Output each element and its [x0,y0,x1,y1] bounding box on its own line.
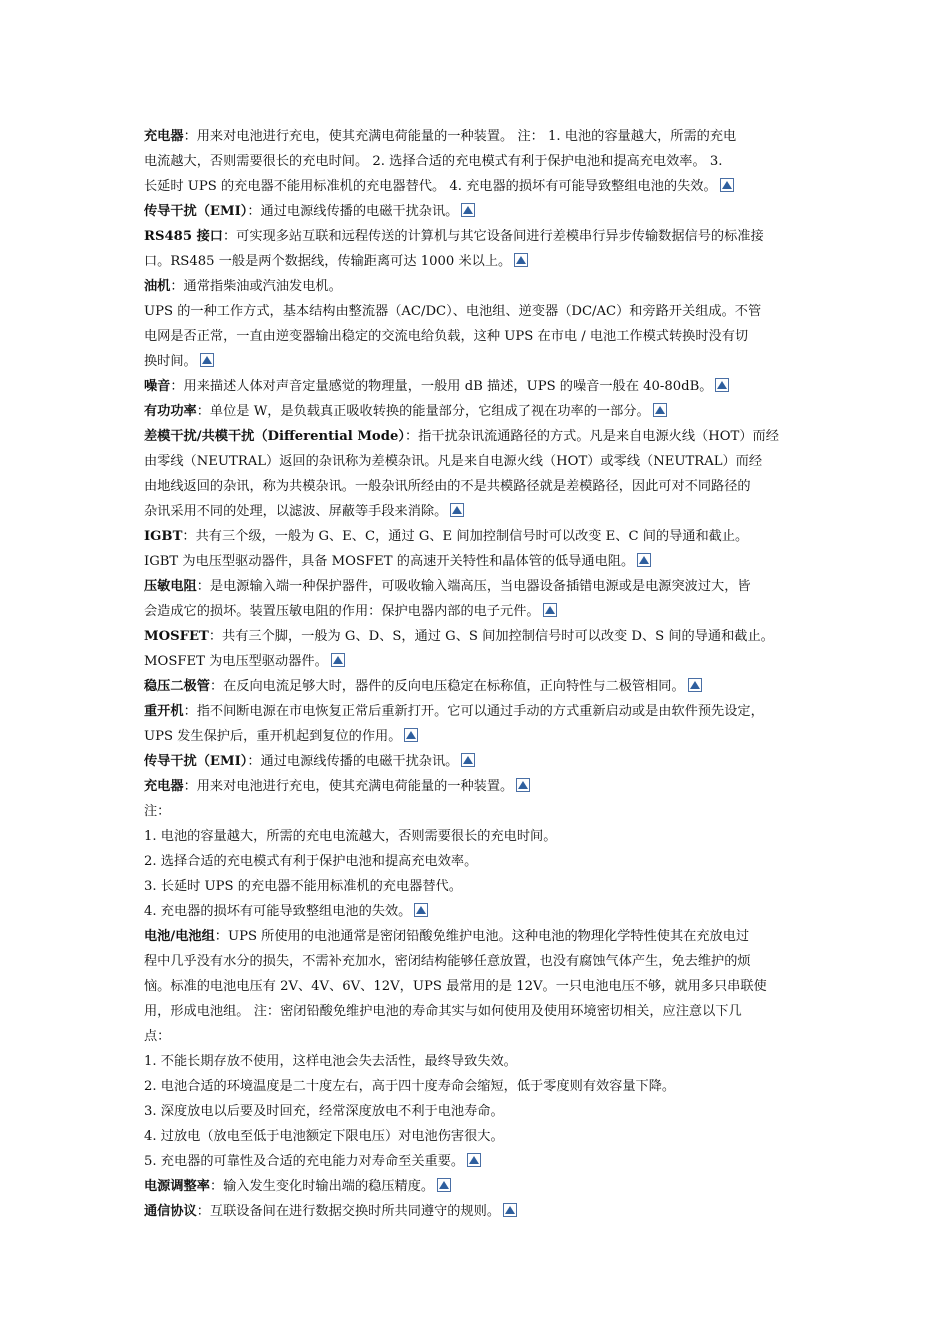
glossary-term: 压敏电阻 [144,579,197,594]
entry-line [144,874,816,899]
back-to-top-icon[interactable] [720,178,734,192]
entry-line [144,1074,816,1099]
glossary-entry [144,624,816,674]
entry-line [144,124,816,149]
back-to-top-icon[interactable] [715,378,729,392]
definition-text: 4. 充电器的损坏有可能导致整组电池的失效。 [144,904,412,919]
entry-line [144,549,816,574]
definition-text: 程中几乎没有水分的损失，不需补充加水，密闭结构能够任意放置，也没有腐蚀气体产生，免去维护的烦 [144,954,751,969]
definition-text: MOSFET 为电压型驱动器件。 [144,654,328,669]
definition-text: 由地线返回的杂讯，称为共模杂讯。一般杂讯所经由的不是共模路径就是差模路径，因此可对不同路径的 [144,479,751,494]
definition-text: 1. 不能长期存放不使用，这样电池会失去活性，最终导致失效。 [144,1054,517,1069]
definition-text: 3. 深度放电以后要及时回充，经常深度放电不利于电池寿命。 [144,1104,504,1119]
definition-text: 注： [144,804,171,819]
back-to-top-icon[interactable] [503,1203,517,1217]
back-to-top-icon[interactable] [543,603,557,617]
glossary-entry [144,299,816,374]
entry-line [144,1124,816,1149]
entry-line [144,174,816,199]
entry-line [144,824,816,849]
entry-line [144,299,816,324]
entry-line [144,449,816,474]
back-to-top-icon[interactable] [637,553,651,567]
glossary-term: MOSFET [144,629,209,644]
definition-text: UPS 的一种工作方式，基本结构由整流器（AC/DC）、电池组、逆变器（DC/AC）和旁路开关组成。不管 [144,304,762,319]
definition-text: ：用来对电池进行充电，使其充满电荷能量的一种装置。 注： 1. 电池的容量越大，所需的充电 [183,129,737,144]
definition-text: 5. 充电器的可靠性及合适的充电能力对寿命至关重要。 [144,1154,465,1169]
back-to-top-icon[interactable] [414,903,428,917]
entry-line [144,649,816,674]
definition-text: 2. 电池合适的环境温度是二十度左右，高于四十度寿命会缩短，低于零度则有效容量下降。 [144,1079,676,1094]
glossary-entry [144,574,816,624]
definition-text: 长延时 UPS 的充电器不能用标准机的充电器替代。 4. 充电器的损坏有可能导致整组电池的失效。 [144,179,717,194]
definition-text: ：是电源输入端一种保护器件，可吸收输入端高压，当电器设备插错电源或是电源突波过大，皆 [196,579,751,594]
glossary-term: 重开机 [144,704,184,719]
glossary-term: 油机 [144,279,171,294]
glossary-entry [144,1174,816,1199]
definition-text: UPS 发生保护后，重开机起到复位的作用。 [144,729,402,744]
definition-text: ：可实现多站互联和远程传送的计算机与其它设备间进行差模串行异步传输数据信号的标准接 [222,229,764,244]
entry-line [144,999,816,1024]
definition-text: ：互联设备间在进行数据交换时所共同遵守的规则。 [196,1204,501,1219]
glossary-term: 传导干扰（EMI） [144,754,248,769]
definition-text: ：指不间断电源在市电恢复正常后重新打开。它可以通过手动的方式重新启动或是由软件预先设定， [183,704,764,719]
glossary-term: 噪音 [144,379,171,394]
definition-text: 口。RS485 一般是两个数据线，传输距离可达 1000 米以上。 [144,254,512,269]
definition-text: ：指干扰杂讯流通路径的方式。凡是来自电源火线（HOT）而经 [404,429,779,444]
entry-line [144,1049,816,1074]
entry-line [144,924,816,949]
entry-line [144,149,816,174]
glossary-entry [144,374,816,399]
entry-line [144,799,816,824]
back-to-top-icon[interactable] [461,203,475,217]
definition-text: 3. 长延时 UPS 的充电器不能用标准机的充电器替代。 [144,879,462,894]
entry-line [144,724,816,749]
entry-line [144,324,816,349]
entry-line [144,624,816,649]
entry-line [144,499,816,524]
entry-line [144,424,816,449]
definition-text: 电流越大，否则需要很长的充电时间。 2. 选择合适的充电模式有利于保护电池和提高充电效率。 3. [144,154,723,169]
back-to-top-icon[interactable] [467,1153,481,1167]
definition-text: 由零线（NEUTRAL）返回的杂讯称为差模杂讯。凡是来自电源火线（HOT）或零线（NEUTRAL）而经 [144,454,763,469]
back-to-top-icon[interactable] [461,753,475,767]
back-to-top-icon[interactable] [404,728,418,742]
definition-text: ：在反向电流足够大时，器件的反向电压稳定在标称值，正向特性与二极管相同。 [209,679,685,694]
entry-line [144,1099,816,1124]
glossary-term: IGBT [144,529,183,544]
entry-line [144,1174,816,1199]
definition-text: 恼。标准的电池电压有 2V、4V、6V、12V，UPS 最常用的是 12V。一只电池电压不够，就用多只串联使 [144,979,767,994]
glossary-entry [144,524,816,574]
definition-text: 换时间。 [144,354,197,369]
glossary-term: 传导干扰（EMI） [144,204,248,219]
glossary-term: 通信协议 [144,1204,197,1219]
glossary-entry [144,224,816,274]
entry-line [144,749,816,774]
definition-text: ：单位是 W，是负载真正吸收转换的能量部分，它组成了视在功率的一部分。 [196,404,650,419]
definition-text: ：用来对电池进行充电，使其充满电荷能量的一种装置。 [183,779,514,794]
entry-line [144,399,816,424]
definition-text: ：共有三个级，一般为 G、E、C，通过 G、E 间加控制信号时可以改变 E、C 间的导通和截止。 [182,529,749,544]
entry-line [144,1024,816,1049]
entry-line [144,574,816,599]
back-to-top-icon[interactable] [437,1178,451,1192]
entry-line [144,224,816,249]
glossary-entry [144,274,816,299]
definition-text: 点： [144,1029,171,1044]
definition-text: ：输入发生变化时输出端的稳压精度。 [209,1179,435,1194]
entry-line [144,599,816,624]
glossary-entry [144,774,816,799]
entry-line [144,949,816,974]
definition-text: ：通过电源线传播的电磁干扰杂讯。 [247,754,459,769]
glossary-term: RS485 接口 [144,229,223,244]
definition-text: 1. 电池的容量越大，所需的充电电流越大，否则需要很长的充电时间。 [144,829,557,844]
glossary-entry [144,1199,816,1224]
back-to-top-icon[interactable] [514,253,528,267]
glossary-document [144,124,816,1224]
entry-line [144,674,816,699]
definition-text: ：UPS 所使用的电池通常是密闭铅酸免维护电池。这种电池的物理化学特性使其在充放电过 [214,929,750,944]
glossary-entry [144,924,816,1049]
entry-line [144,974,816,999]
entry-line [144,1149,816,1174]
definition-text: 会造成它的损坏。装置压敏电阻的作用：保护电器内部的电子元件。 [144,604,540,619]
entry-line [144,274,816,299]
entry-line [144,249,816,274]
entry-line [144,774,816,799]
glossary-term: 电源调整率 [144,1179,210,1194]
definition-text: ：通常指柴油或汽油发电机。 [170,279,342,294]
back-to-top-icon[interactable] [450,503,464,517]
entry-line [144,699,816,724]
glossary-term: 差模干扰/共模干扰（Differential Mode） [144,429,405,444]
glossary-term: 电池/电池组 [144,929,215,944]
glossary-entry [144,124,816,199]
glossary-entry [144,699,816,749]
back-to-top-icon[interactable] [331,653,345,667]
definition-text: 电网是否正常，一直由逆变器输出稳定的交流电给负载，这种 UPS 在市电 / 电池工作模式转换时没有切 [144,329,749,344]
glossary-entry [144,424,816,524]
definition-text: ：共有三个脚，一般为 G、D、S，通过 G、S 间加控制信号时可以改变 D、S 间的导通和截止。 [208,629,774,644]
entry-line [144,474,816,499]
glossary-entry [144,399,816,424]
back-to-top-icon[interactable] [516,778,530,792]
entry-line [144,849,816,874]
glossary-term: 稳压二极管 [144,679,210,694]
back-to-top-icon[interactable] [688,678,702,692]
definition-text: 2. 选择合适的充电模式有利于保护电池和提高充电效率。 [144,854,478,869]
glossary-entry [144,799,816,924]
glossary-entry [144,674,816,699]
definition-text: IGBT 为电压型驱动器件，具备 MOSFET 的高速开关特性和晶体管的低导通电阻。 [144,554,635,569]
back-to-top-icon[interactable] [200,353,214,367]
definition-text: 4. 过放电（放电至低于电池额定下限电压）对电池伤害很大。 [144,1129,504,1144]
glossary-term: 充电器 [144,779,184,794]
entry-line [144,899,816,924]
entry-line [144,199,816,224]
entry-line [144,374,816,399]
entry-line [144,1199,816,1224]
glossary-entry [144,749,816,774]
glossary-term: 有功功率 [144,404,197,419]
glossary-entry [144,1049,816,1174]
definition-text: ：通过电源线传播的电磁干扰杂讯。 [247,204,459,219]
entry-line [144,524,816,549]
glossary-term: 充电器 [144,129,184,144]
entry-line [144,349,816,374]
definition-text: 杂讯采用不同的处理，以滤波、屏蔽等手段来消除。 [144,504,448,519]
definition-text: 用，形成电池组。 注：密闭铅酸免维护电池的寿命其实与如何使用及使用环境密切相关，应注意以下几 [144,1004,742,1019]
definition-text: ：用来描述人体对声音定量感觉的物理量，一般用 dB 描述，UPS 的噪音一般在 40-80dB。 [170,379,713,394]
back-to-top-icon[interactable] [653,403,667,417]
glossary-entry [144,199,816,224]
